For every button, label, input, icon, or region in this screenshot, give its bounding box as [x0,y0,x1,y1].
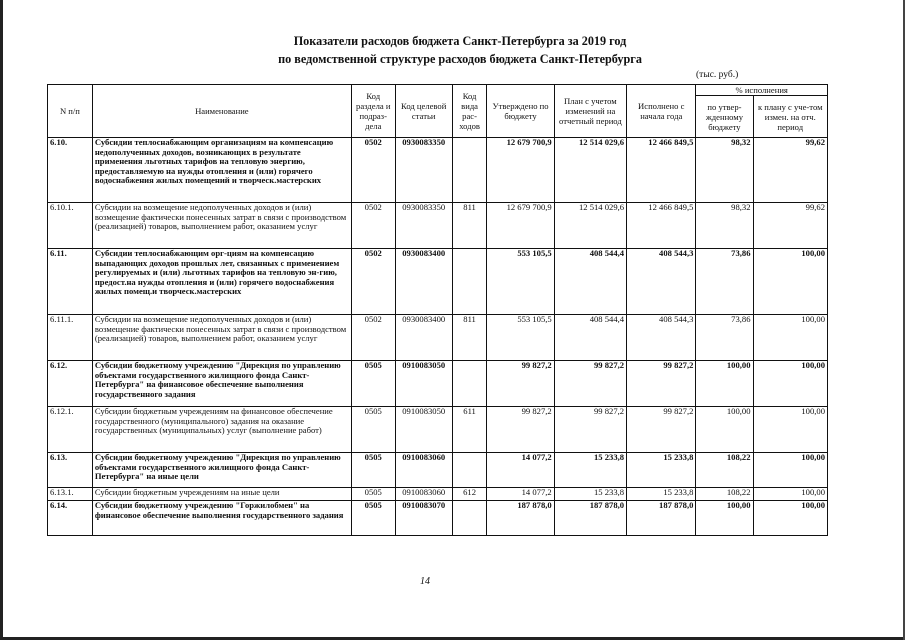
row-section: 0502 [351,315,395,361]
row-executed: 12 466 849,5 [627,138,696,203]
row-name: Субсидии бюджетному учреждению "Дирекция по управлению объектами государственного жилищного фонда Санкт-Петербурга" на иные цели [92,453,351,488]
row-pct-approved: 100,00 [696,361,753,407]
header-expense-type: Код вида рас-ходов [452,85,487,138]
row-pct-plan: 100,00 [753,488,828,501]
header-section-code: Код раздела и подраз-дела [351,85,395,138]
row-exptype: 811 [452,315,487,361]
table-row [48,407,828,453]
row-pct-plan: 99,62 [753,203,828,249]
row-pct-plan: 100,00 [753,315,828,361]
page-edge-left [0,0,3,640]
row-pct-approved: 98,32 [696,138,753,203]
row-pct-plan: 100,00 [753,249,828,315]
page-title: Показатели расходов бюджета Санкт-Петербурга за 2019 год [293,34,627,48]
table-row [48,203,828,249]
row-section: 0505 [351,407,395,453]
row-section: 0502 [351,138,395,203]
row-executed: 12 466 849,5 [627,203,696,249]
row-executed: 408 544,3 [627,249,696,315]
row-approved: 12 679 700,9 [487,138,554,203]
row-num: 6.12. [48,361,93,407]
row-target: 0910083060 [395,453,452,488]
row-name: Субсидии бюджетным учреждениям на финансовое обеспечение государственного (муниципального) задания на оказание государственных (муниципальных) услуг (выполнение работ) [92,407,351,453]
row-executed: 99 827,2 [627,361,696,407]
row-pct-approved: 100,00 [696,501,753,536]
row-name: Субсидии теплоснабжающим организациям на компенсацию недополученных доходов, возникающих в результате применения льготных тарифов на тепловую энергию, предоставляемую на нужды отопления и (или) горячего водоснабжения жилых помещений и творческ.мастерских [92,138,351,203]
row-pct-plan: 99,62 [753,138,828,203]
row-pct-plan: 100,00 [753,361,828,407]
row-pct-plan: 100,00 [753,407,828,453]
row-plan: 187 878,0 [554,501,626,536]
page-subtitle: по ведомственной структуре расходов бюджета Санкт-Петербурга [278,52,642,66]
table-row [48,453,828,488]
row-num: 6.10. [48,138,93,203]
table-row [48,138,828,203]
table-row [48,488,828,501]
row-plan: 408 544,4 [554,249,626,315]
row-plan: 15 233,8 [554,488,626,501]
header-pct-plan: к плану с уче-том измен. на отч. период [753,96,828,138]
row-target: 0910083050 [395,361,452,407]
row-exptype [452,453,487,488]
row-target: 0930083350 [395,203,452,249]
row-approved: 99 827,2 [487,361,554,407]
row-section: 0505 [351,488,395,501]
row-num: 6.13. [48,453,93,488]
row-approved: 14 077,2 [487,488,554,501]
row-exptype: 811 [452,203,487,249]
row-approved: 553 105,5 [487,249,554,315]
row-section: 0502 [351,249,395,315]
row-plan: 12 514 029,6 [554,203,626,249]
table-row [48,249,828,315]
table-row [48,501,828,536]
row-section: 0505 [351,501,395,536]
row-target: 0910083050 [395,407,452,453]
row-exptype: 612 [452,488,487,501]
row-section: 0502 [351,203,395,249]
row-target: 0930083400 [395,315,452,361]
row-plan: 99 827,2 [554,361,626,407]
row-approved: 14 077,2 [487,453,554,488]
row-name: Субсидии на возмещение недополученных доходов и (или) возмещение фактически понесенных затрат в связи с производством (реализацией) товаров, выполнением работ, оказанием услуг [92,203,351,249]
table-row [48,315,828,361]
row-num: 6.11. [48,249,93,315]
row-num: 6.13.1. [48,488,93,501]
row-exptype [452,361,487,407]
row-plan: 99 827,2 [554,407,626,453]
row-num: 6.12.1. [48,407,93,453]
row-executed: 99 827,2 [627,407,696,453]
row-executed: 408 544,3 [627,315,696,361]
header-num: N п/п [48,85,93,138]
row-name: Субсидии бюджетному учреждению "Дирекция по управлению объектами государственного жилищного фонда Санкт-Петербурга" на финансовое обеспечение выполнения государственного задания [92,361,351,407]
row-pct-approved: 100,00 [696,407,753,453]
row-exptype: 611 [452,407,487,453]
row-exptype [452,138,487,203]
row-pct-approved: 73,86 [696,315,753,361]
budget-table [47,84,828,536]
header-target-code: Код целевой статьи [395,85,452,138]
row-pct-approved: 73,86 [696,249,753,315]
row-plan: 12 514 029,6 [554,138,626,203]
page-number: 14 [420,576,430,587]
header-plan: План с учетом изменений на отчетный период [554,85,626,138]
row-executed: 15 233,8 [627,453,696,488]
row-plan: 408 544,4 [554,315,626,361]
row-section: 0505 [351,453,395,488]
table-body [48,138,828,536]
row-target: 0910083070 [395,501,452,536]
row-section: 0505 [351,361,395,407]
row-approved: 187 878,0 [487,501,554,536]
header-pct-approved: по утвер-жденному бюджету [696,96,753,138]
row-approved: 99 827,2 [487,407,554,453]
row-exptype [452,501,487,536]
header-approved: Утверждено по бюджету [487,85,554,138]
row-pct-approved: 108,22 [696,453,753,488]
header-percent-group: % исполнения [696,85,828,96]
row-name: Субсидии теплоснабжающим орг-циям на компенсацию выпадающих доходов прошлых лет, связанных с применением регулируемых и (или) льготных тарифов на тепловую эн-гию, предост.на нужды отопления и (или) горячего водоснабжения жилых помещ.и творческ.мастерских [92,249,351,315]
table-row [48,361,828,407]
row-num: 6.10.1. [48,203,93,249]
row-target: 0930083400 [395,249,452,315]
header-executed: Исполнено с начала года [627,85,696,138]
row-executed: 15 233,8 [627,488,696,501]
header-name: Наименование [92,85,351,138]
row-plan: 15 233,8 [554,453,626,488]
row-target: 0930083350 [395,138,452,203]
row-pct-plan: 100,00 [753,453,828,488]
row-pct-approved: 98,32 [696,203,753,249]
row-num: 6.11.1. [48,315,93,361]
row-exptype [452,249,487,315]
row-approved: 12 679 700,9 [487,203,554,249]
row-name: Субсидии бюджетным учреждениям на иные цели [92,488,351,501]
row-num: 6.14. [48,501,93,536]
units-label: (тыс. руб.) [696,70,739,80]
row-name: Субсидии бюджетному учреждению "Горжилобмен" на финансовое обеспечение выполнения государственного задания [92,501,351,536]
row-target: 0910083060 [395,488,452,501]
row-pct-plan: 100,00 [753,501,828,536]
row-executed: 187 878,0 [627,501,696,536]
row-pct-approved: 108,22 [696,488,753,501]
row-name: Субсидии на возмещение недополученных доходов и (или) возмещение фактически понесенных затрат в связи с производством (реализацией) товаров, выполнением работ, оказанием услуг [92,315,351,361]
row-approved: 553 105,5 [487,315,554,361]
